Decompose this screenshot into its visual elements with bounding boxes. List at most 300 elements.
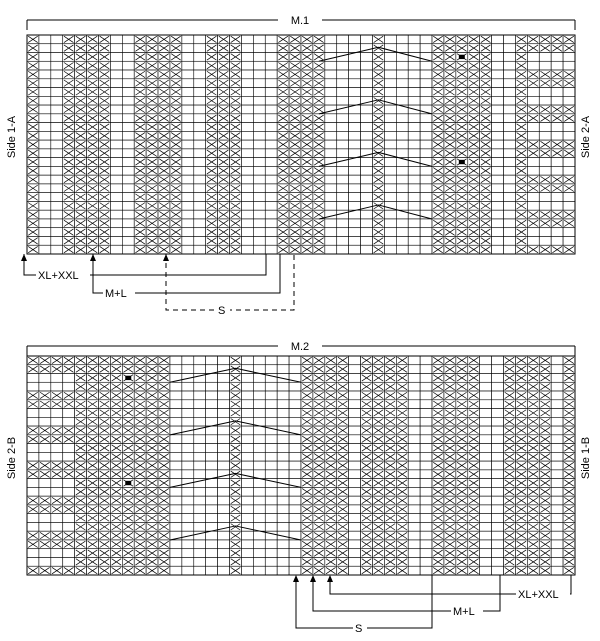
grid-cell	[265, 417, 277, 426]
grid-cell	[420, 531, 432, 540]
grid-cell	[170, 496, 182, 505]
grid-cell	[349, 470, 361, 479]
grid-cell	[289, 365, 301, 374]
grid-cell	[289, 566, 301, 575]
grid-cell	[51, 549, 63, 558]
grid-cell	[182, 435, 194, 444]
grid-cell	[182, 452, 194, 461]
grid-cell	[39, 236, 51, 245]
grid-cell	[551, 549, 563, 558]
grid-cell	[551, 435, 563, 444]
grid-cell	[551, 382, 563, 391]
grid-cell	[492, 479, 504, 488]
grid-cell	[182, 557, 194, 566]
grid-cell	[384, 175, 396, 184]
grid-cell	[265, 79, 277, 88]
grid-cell	[551, 131, 563, 140]
grid-cell	[63, 549, 75, 558]
grid-cell	[349, 540, 361, 549]
grid-cell	[277, 409, 289, 418]
grid-cell	[420, 44, 432, 53]
grid-cell	[194, 356, 206, 365]
grid-cell	[241, 114, 253, 123]
grid-cell	[218, 409, 230, 418]
grid-cell	[182, 470, 194, 479]
grid-cell	[265, 123, 277, 132]
grid-cell	[289, 382, 301, 391]
grid-cell	[122, 131, 134, 140]
grid-cell	[563, 166, 575, 175]
grid-cell	[51, 105, 63, 114]
grid-cell	[384, 131, 396, 140]
grid-cell	[51, 452, 63, 461]
grid-cell	[194, 522, 206, 531]
grid-cell	[182, 35, 194, 44]
grid-cell	[349, 365, 361, 374]
grid-cell	[39, 549, 51, 558]
grid-cell	[265, 219, 277, 228]
grid-cell	[253, 44, 265, 53]
grid-cell	[504, 35, 516, 44]
grid-cell	[51, 382, 63, 391]
grid-cell	[527, 88, 539, 97]
grid-cell	[265, 487, 277, 496]
grid-cell	[27, 557, 39, 566]
grid-cell	[51, 149, 63, 158]
grid-cell	[551, 400, 563, 409]
grid-cell	[384, 123, 396, 132]
grid-cell	[51, 236, 63, 245]
grid-cell	[492, 88, 504, 97]
grid-cell	[218, 487, 230, 496]
grid-cell	[194, 382, 206, 391]
grid-cell	[396, 201, 408, 210]
grid-cell	[241, 531, 253, 540]
grid-cell	[504, 140, 516, 149]
grid-cell	[241, 452, 253, 461]
grid-cell	[563, 236, 575, 245]
grid-cell	[420, 149, 432, 158]
grid-cell	[337, 79, 349, 88]
grid-cell	[253, 140, 265, 149]
grid-cell	[39, 158, 51, 167]
grid-cell	[480, 435, 492, 444]
grid-cell	[241, 123, 253, 132]
grid-cell	[265, 35, 277, 44]
grid-cell	[551, 96, 563, 105]
grid-cell	[277, 557, 289, 566]
grid-cell	[504, 123, 516, 132]
grid-cell	[396, 140, 408, 149]
grid-cell	[277, 444, 289, 453]
grid-cell	[492, 193, 504, 202]
grid-cell	[241, 44, 253, 53]
m1-title: M.1	[290, 15, 310, 27]
grid-cell	[265, 549, 277, 558]
grid-cell	[253, 479, 265, 488]
grid-cell	[122, 96, 134, 105]
grid-cell	[384, 236, 396, 245]
grid-cell	[218, 531, 230, 540]
grid-cell	[265, 70, 277, 79]
grid-cell	[253, 487, 265, 496]
grid-cell	[194, 53, 206, 62]
grid-cell	[182, 175, 194, 184]
grid-cell	[420, 470, 432, 479]
grid-cell	[218, 452, 230, 461]
grid-cell	[492, 149, 504, 158]
grid-cell	[122, 166, 134, 175]
grid-cell	[253, 549, 265, 558]
grid-cell	[504, 44, 516, 53]
grid-cell	[170, 540, 182, 549]
grid-cell	[277, 417, 289, 426]
grid-cell	[277, 487, 289, 496]
grid-cell	[349, 479, 361, 488]
grid-cell	[480, 356, 492, 365]
grid-cell	[110, 193, 122, 202]
grid-cell	[361, 219, 373, 228]
grid-cell	[265, 88, 277, 97]
grid-cell	[265, 210, 277, 219]
grid-cell	[253, 400, 265, 409]
grid-cell	[265, 382, 277, 391]
grid-cell	[194, 149, 206, 158]
grid-cell	[241, 210, 253, 219]
grid-cell	[170, 417, 182, 426]
grid-cell	[349, 417, 361, 426]
grid-cell	[182, 505, 194, 514]
grid-cell	[51, 70, 63, 79]
grid-cell	[480, 505, 492, 514]
grid-cell	[504, 175, 516, 184]
grid-cell	[194, 444, 206, 453]
grid-cell	[289, 496, 301, 505]
grid-cell	[51, 557, 63, 566]
grid-cell	[349, 522, 361, 531]
grid-cell	[408, 61, 420, 70]
grid-cell	[420, 88, 432, 97]
grid-cell	[408, 35, 420, 44]
grid-cell	[39, 44, 51, 53]
grid-cell	[551, 479, 563, 488]
grid-cell	[289, 540, 301, 549]
grid-cell	[182, 61, 194, 70]
grid-cell	[206, 479, 218, 488]
grid-cell	[265, 96, 277, 105]
grid-cell	[39, 479, 51, 488]
grid-cell	[51, 444, 63, 453]
grid-cell	[492, 219, 504, 228]
grid-cell	[480, 461, 492, 470]
grid-cell	[194, 557, 206, 566]
grid-cell	[253, 531, 265, 540]
grid-cell	[337, 228, 349, 237]
grid-cell	[504, 201, 516, 210]
grid-cell	[492, 184, 504, 193]
grid-cell	[241, 549, 253, 558]
grid-cell	[492, 557, 504, 566]
grid-cell	[170, 470, 182, 479]
grid-cell	[27, 444, 39, 453]
grid-cell	[420, 356, 432, 365]
grid-cell	[51, 228, 63, 237]
grid-cell	[337, 175, 349, 184]
grid-cell	[265, 400, 277, 409]
grid-cell	[337, 96, 349, 105]
grid-cell	[218, 479, 230, 488]
grid-cell	[39, 245, 51, 254]
grid-cell	[408, 435, 420, 444]
grid-cell	[51, 44, 63, 53]
grid-cell	[265, 166, 277, 175]
grid-cell	[384, 114, 396, 123]
grid-cell	[194, 35, 206, 44]
grid-cell	[384, 219, 396, 228]
grid-cell	[218, 356, 230, 365]
grid-cell	[253, 245, 265, 254]
grid-cell	[265, 557, 277, 566]
grid-cell	[349, 44, 361, 53]
grid-cell	[396, 70, 408, 79]
grid-cell	[349, 557, 361, 566]
grid-cell	[492, 444, 504, 453]
grid-cell	[492, 53, 504, 62]
grid-cell	[265, 496, 277, 505]
grid-cell	[420, 514, 432, 523]
grid-cell	[408, 444, 420, 453]
grid-cell	[265, 228, 277, 237]
grid-cell	[206, 452, 218, 461]
grid-cell	[349, 452, 361, 461]
grid-cell	[122, 219, 134, 228]
grid-cell	[39, 201, 51, 210]
grid-cell	[218, 557, 230, 566]
grid-cell	[206, 435, 218, 444]
grid-cell	[51, 201, 63, 210]
grid-cell	[408, 540, 420, 549]
grid-cell	[253, 70, 265, 79]
grid-cell	[253, 201, 265, 210]
grid-cell	[492, 131, 504, 140]
grid-cell	[480, 365, 492, 374]
grid-cell	[396, 96, 408, 105]
grid-cell	[396, 123, 408, 132]
grid-cell	[241, 391, 253, 400]
grid-cell	[408, 400, 420, 409]
grid-cell	[51, 158, 63, 167]
grid-cell	[253, 193, 265, 202]
grid-cell	[194, 236, 206, 245]
grid-cell	[122, 245, 134, 254]
grid-cell	[241, 149, 253, 158]
grid-cell	[182, 540, 194, 549]
grid-cell	[384, 166, 396, 175]
grid-cell	[241, 166, 253, 175]
grid-cell	[218, 514, 230, 523]
grid-cell	[265, 158, 277, 167]
grid-cell	[551, 236, 563, 245]
grid-cell	[492, 70, 504, 79]
grid-cell	[361, 245, 373, 254]
grid-cell	[182, 131, 194, 140]
grid-cell	[325, 44, 337, 53]
grid-cell	[241, 184, 253, 193]
grid-cell	[182, 114, 194, 123]
grid-cell	[27, 514, 39, 523]
grid-cell	[39, 409, 51, 418]
grid-cell	[361, 158, 373, 167]
grid-cell	[492, 236, 504, 245]
grid-cell	[218, 549, 230, 558]
grid-cell	[408, 505, 420, 514]
grid-cell	[241, 79, 253, 88]
grid-cell	[265, 236, 277, 245]
grid-cell	[539, 201, 551, 210]
grid-cell	[206, 444, 218, 453]
grid-cell	[241, 400, 253, 409]
grid-cell	[39, 114, 51, 123]
grid-cell	[384, 193, 396, 202]
grid-cell	[253, 540, 265, 549]
grid-cell	[492, 114, 504, 123]
grid-cell	[420, 166, 432, 175]
grid-cell	[349, 444, 361, 453]
grid-cell	[51, 487, 63, 496]
grid-cell	[182, 123, 194, 132]
grid-cell	[39, 149, 51, 158]
grid-cell	[551, 505, 563, 514]
grid-cell	[384, 79, 396, 88]
grid-cell	[396, 114, 408, 123]
grid-cell	[110, 131, 122, 140]
grid-cell	[527, 228, 539, 237]
grid-cell	[408, 123, 420, 132]
grid-cell	[480, 496, 492, 505]
grid-cell	[27, 522, 39, 531]
grid-cell	[218, 444, 230, 453]
grid-cell	[194, 131, 206, 140]
grid-cell	[170, 487, 182, 496]
grid-cell	[384, 88, 396, 97]
grid-cell	[325, 236, 337, 245]
grid-cell	[182, 245, 194, 254]
grid-cell	[110, 88, 122, 97]
grid-cell	[551, 409, 563, 418]
grid-cell	[420, 452, 432, 461]
grid-cell	[420, 374, 432, 383]
grid-cell	[492, 374, 504, 383]
grid-cell	[361, 61, 373, 70]
grid-cell	[241, 236, 253, 245]
grid-cell	[361, 88, 373, 97]
grid-cell	[420, 400, 432, 409]
grid-cell	[170, 382, 182, 391]
grid-cell	[492, 505, 504, 514]
grid-cell	[396, 35, 408, 44]
grid-cell	[265, 461, 277, 470]
grid-cell	[253, 79, 265, 88]
grid-cell	[253, 382, 265, 391]
grid-cell	[194, 70, 206, 79]
grid-cell	[194, 140, 206, 149]
grid-cell	[122, 149, 134, 158]
grid-cell	[182, 365, 194, 374]
grid-cell	[420, 496, 432, 505]
grid-cell	[492, 175, 504, 184]
grid-cell	[265, 470, 277, 479]
grid-cell	[325, 201, 337, 210]
grid-cell	[218, 496, 230, 505]
grid-cell	[182, 522, 194, 531]
grid-cell	[325, 193, 337, 202]
grid-cell	[492, 382, 504, 391]
grid-cell	[361, 140, 373, 149]
grid-cell	[182, 356, 194, 365]
grid-cell	[480, 409, 492, 418]
grid-cell	[539, 236, 551, 245]
grid-cell	[420, 35, 432, 44]
grid-cell	[110, 184, 122, 193]
grid-cell	[337, 131, 349, 140]
grid-cell	[492, 356, 504, 365]
grid-cell	[27, 479, 39, 488]
grid-cell	[206, 400, 218, 409]
grid-cell	[325, 114, 337, 123]
grid-cell	[277, 566, 289, 575]
grid-cell	[480, 391, 492, 400]
grid-cell	[122, 123, 134, 132]
grid-cell	[253, 496, 265, 505]
grid-cell	[349, 514, 361, 523]
grid-cell	[420, 79, 432, 88]
grid-cell	[325, 70, 337, 79]
grid-cell	[504, 193, 516, 202]
grid-cell	[110, 175, 122, 184]
grid-cell	[420, 522, 432, 531]
grid-cell	[241, 540, 253, 549]
grid-cell	[361, 131, 373, 140]
grid-cell	[408, 382, 420, 391]
grid-cell	[384, 53, 396, 62]
grid-cell	[206, 374, 218, 383]
grid-cell	[504, 70, 516, 79]
grid-cell	[194, 44, 206, 53]
grid-cell	[420, 201, 432, 210]
grid-cell	[349, 505, 361, 514]
grid-cell	[110, 140, 122, 149]
grid-cell	[182, 53, 194, 62]
grid-cell	[253, 149, 265, 158]
grid-cell	[253, 566, 265, 575]
grid-cell	[39, 184, 51, 193]
grid-cell	[337, 184, 349, 193]
grid-cell	[420, 114, 432, 123]
grid-cell	[182, 184, 194, 193]
grid-cell	[241, 409, 253, 418]
grid-cell	[194, 228, 206, 237]
grid-cell	[349, 435, 361, 444]
grid-cell	[408, 514, 420, 523]
grid-cell	[182, 444, 194, 453]
grid-cell	[349, 236, 361, 245]
grid-cell	[349, 409, 361, 418]
grid-cell	[504, 79, 516, 88]
grid-cell	[194, 487, 206, 496]
grid-cell	[551, 566, 563, 575]
grid-cell	[492, 540, 504, 549]
grid-cell	[63, 452, 75, 461]
